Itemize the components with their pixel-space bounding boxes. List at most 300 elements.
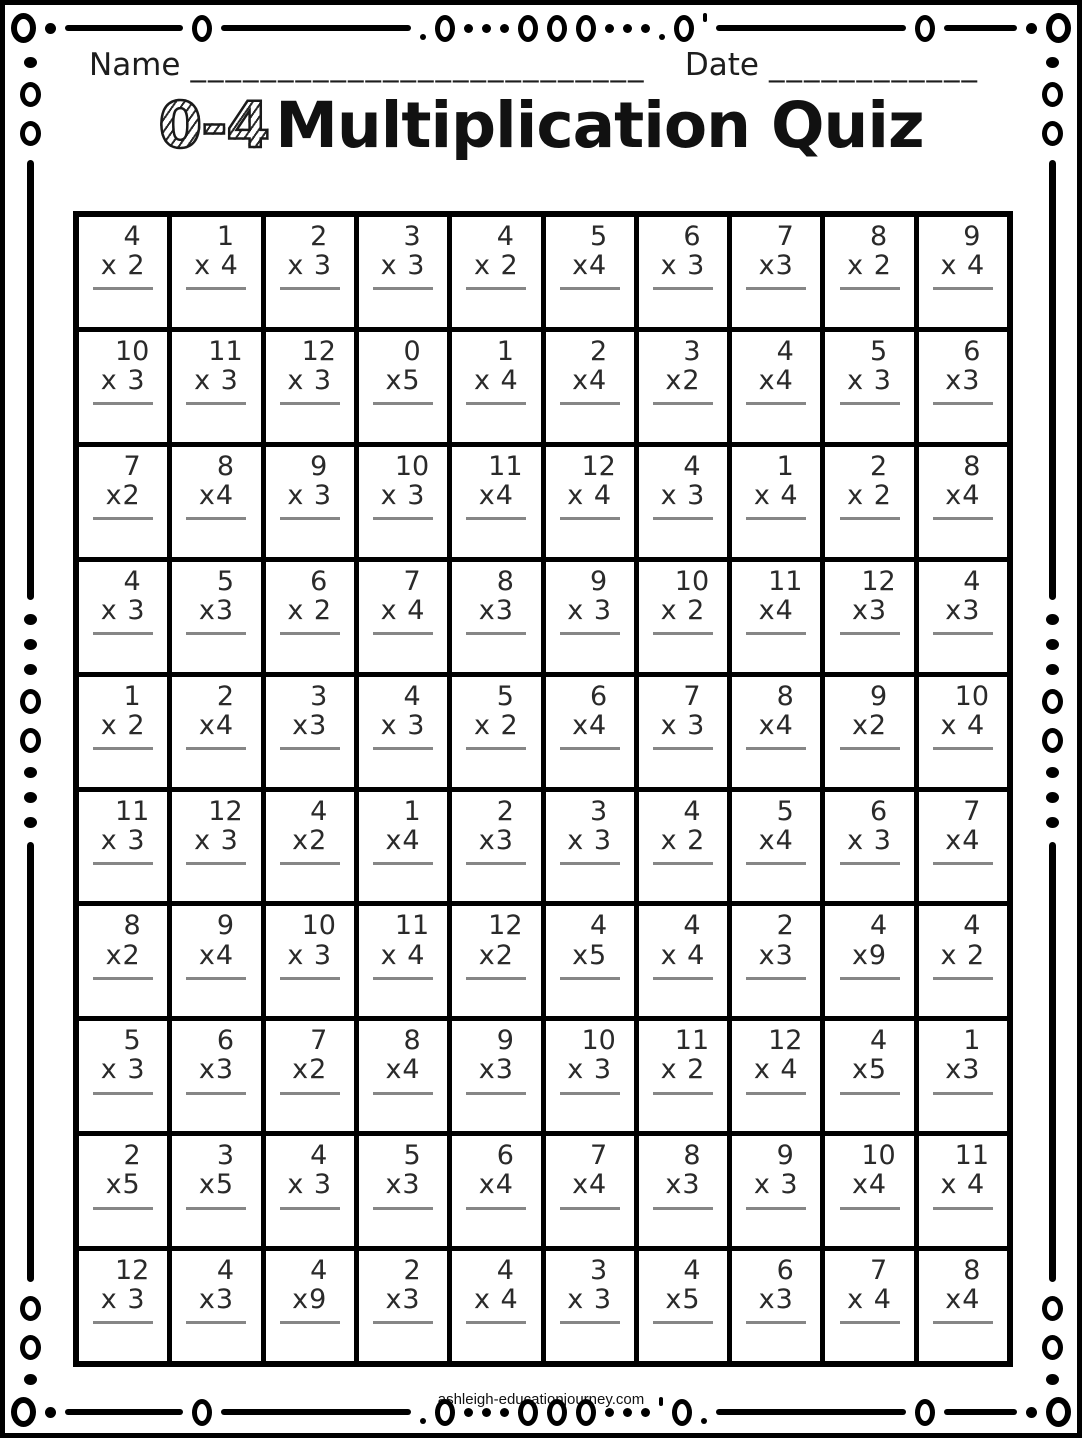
problem-cell bbox=[919, 1136, 1007, 1246]
oval-icon bbox=[192, 1399, 212, 1426]
multiplicand: 7 bbox=[683, 680, 701, 712]
problem-cell bbox=[452, 217, 540, 327]
problem-cell bbox=[546, 332, 634, 442]
multiplier: x3 bbox=[478, 824, 514, 856]
multiplier: x 3 bbox=[287, 365, 333, 397]
multiplicand: 7 bbox=[963, 795, 981, 827]
decorative-border-bottom bbox=[11, 1393, 1071, 1431]
answer-line bbox=[466, 1207, 526, 1210]
problem-cell bbox=[732, 1021, 820, 1131]
multiplier: x 4 bbox=[753, 1054, 799, 1086]
tinydot-icon bbox=[464, 1408, 473, 1417]
problem-cell bbox=[825, 906, 913, 1016]
oval-icon bbox=[435, 15, 455, 42]
decorative-border-left bbox=[15, 57, 45, 1385]
answer-line bbox=[933, 1092, 993, 1095]
multiplicand: 11 bbox=[954, 1140, 990, 1172]
problem-cell bbox=[732, 1251, 820, 1361]
multiplier: x 2 bbox=[100, 250, 146, 282]
problem-cell bbox=[919, 792, 1007, 902]
multiplier: x3 bbox=[758, 250, 794, 282]
vline-icon bbox=[1049, 160, 1056, 600]
multiplier: x 2 bbox=[100, 709, 146, 741]
multiplicand: 4 bbox=[590, 910, 608, 942]
answer-line bbox=[373, 862, 433, 865]
multiplicand: 11 bbox=[114, 795, 150, 827]
answer-line bbox=[840, 862, 900, 865]
problem-cell bbox=[266, 906, 354, 1016]
multiplicand: 10 bbox=[394, 450, 430, 482]
dot-icon bbox=[1046, 639, 1059, 650]
multiplicand: 6 bbox=[963, 335, 981, 367]
multiplier: x9 bbox=[851, 939, 888, 971]
problem-cell bbox=[639, 1021, 727, 1131]
problem-cell bbox=[79, 1021, 167, 1131]
answer-line bbox=[373, 287, 433, 290]
problem-cell bbox=[79, 1136, 167, 1246]
multiplier: x 3 bbox=[847, 824, 892, 856]
answer-line bbox=[560, 1092, 620, 1095]
multiplier: x4 bbox=[572, 709, 608, 741]
multiplicand: 10 bbox=[301, 910, 336, 942]
dot-icon bbox=[1046, 614, 1059, 625]
period-icon bbox=[701, 1418, 707, 1424]
multiplicand: 9 bbox=[776, 1140, 794, 1172]
answer-line bbox=[653, 287, 713, 290]
bigcircle-icon bbox=[11, 13, 36, 43]
answer-line bbox=[280, 1207, 340, 1210]
problem-cell bbox=[919, 1021, 1007, 1131]
multiplier: x 4 bbox=[194, 250, 239, 282]
multiplicand: 5 bbox=[590, 221, 608, 252]
multiplier: x3 bbox=[198, 1054, 235, 1086]
multiplicand: 6 bbox=[310, 565, 328, 597]
answer-line bbox=[560, 1321, 620, 1324]
answer-line bbox=[280, 862, 340, 865]
multiplicand: 12 bbox=[581, 450, 616, 482]
answer-line bbox=[653, 517, 713, 520]
problem-cell bbox=[359, 677, 447, 787]
answer-line bbox=[373, 632, 433, 635]
multiplicand: 4 bbox=[776, 335, 794, 367]
problem-cell bbox=[266, 1251, 354, 1361]
oval-icon bbox=[915, 1399, 935, 1426]
multiplicand: 3 bbox=[590, 795, 608, 827]
answer-line bbox=[746, 1092, 806, 1095]
multiplicand: 5 bbox=[216, 565, 235, 597]
multiplier: x 3 bbox=[660, 709, 706, 741]
answer-line bbox=[933, 632, 993, 635]
answer-line bbox=[560, 747, 620, 750]
multiplicand: 8 bbox=[403, 1025, 421, 1057]
vline-icon bbox=[27, 160, 34, 600]
date-field bbox=[685, 47, 979, 83]
multiplicand: 1 bbox=[123, 680, 141, 712]
answer-line bbox=[93, 747, 153, 750]
multiplicand: 10 bbox=[861, 1140, 896, 1172]
multiplier: x5 bbox=[385, 365, 421, 397]
multiplier: x 3 bbox=[100, 365, 146, 397]
dot-icon bbox=[45, 1407, 56, 1418]
answer-line bbox=[373, 977, 433, 980]
problem-cell bbox=[266, 217, 354, 327]
multiplier: x3 bbox=[198, 1284, 235, 1316]
answer-line bbox=[373, 517, 433, 520]
problem-cell bbox=[359, 1136, 447, 1246]
multiplicand: 9 bbox=[869, 680, 888, 712]
answer-line bbox=[840, 1207, 900, 1210]
dot-icon bbox=[1046, 664, 1059, 675]
multiplicand: 9 bbox=[216, 910, 235, 942]
problem-cell bbox=[172, 1136, 260, 1246]
multiplicand: 3 bbox=[590, 1255, 608, 1287]
problem-cell bbox=[639, 217, 727, 327]
name-field bbox=[89, 47, 645, 83]
problem-cell bbox=[825, 217, 913, 327]
answer-line bbox=[560, 977, 620, 980]
dot-icon bbox=[24, 767, 37, 778]
multiplier: x 2 bbox=[660, 824, 706, 856]
answer-line bbox=[466, 287, 526, 290]
multiplier: x 3 bbox=[287, 479, 333, 511]
multiplicand: 2 bbox=[869, 450, 888, 482]
problem-cell bbox=[919, 332, 1007, 442]
multiplier: x 4 bbox=[660, 939, 706, 971]
multiplier: x 3 bbox=[100, 594, 146, 626]
problem-cell bbox=[825, 447, 913, 557]
multiplicand: 8 bbox=[683, 1140, 701, 1172]
multiplier: x 3 bbox=[380, 250, 426, 282]
multiplicand: 3 bbox=[310, 680, 328, 712]
multiplier: x 3 bbox=[660, 479, 706, 511]
multiplicand: 9 bbox=[310, 450, 328, 482]
answer-line bbox=[933, 517, 993, 520]
multiplier: x 4 bbox=[380, 939, 426, 971]
multiplicand: 3 bbox=[216, 1140, 235, 1172]
multiplier: x 4 bbox=[380, 594, 426, 626]
problem-cell bbox=[546, 1251, 634, 1361]
answer-line bbox=[466, 862, 526, 865]
multiplicand: 5 bbox=[403, 1140, 421, 1172]
answer-line bbox=[933, 287, 993, 290]
answer-line bbox=[933, 1207, 993, 1210]
problem-cell bbox=[546, 1021, 634, 1131]
answer-line bbox=[186, 1207, 246, 1210]
problem-cell bbox=[639, 677, 727, 787]
multiplier: x 2 bbox=[660, 594, 706, 626]
problem-cell bbox=[919, 217, 1007, 327]
multiplier: x3 bbox=[292, 709, 328, 741]
oval-icon bbox=[518, 15, 538, 42]
bigcircle-icon bbox=[1046, 13, 1071, 43]
answer-line bbox=[466, 1321, 526, 1324]
answer-line bbox=[280, 287, 340, 290]
multiplicand: 5 bbox=[776, 795, 794, 827]
problem-cell bbox=[79, 562, 167, 672]
problem-cell bbox=[452, 1021, 540, 1131]
multiplicand: 2 bbox=[216, 680, 235, 712]
multiplier: x3 bbox=[478, 1054, 514, 1086]
multiplicand: 0 bbox=[403, 335, 421, 367]
problem-cell bbox=[732, 447, 820, 557]
multiplier: x2 bbox=[851, 709, 888, 741]
answer-line bbox=[466, 632, 526, 635]
problem-cell bbox=[359, 792, 447, 902]
ring-icon bbox=[20, 1296, 41, 1321]
oval-icon bbox=[547, 15, 567, 42]
answer-line bbox=[93, 1321, 153, 1324]
answer-line bbox=[93, 402, 153, 405]
problem-cell bbox=[79, 447, 167, 557]
problem-cell bbox=[546, 217, 634, 327]
tinydot-icon bbox=[623, 1408, 632, 1417]
multiplicand: 4 bbox=[869, 1025, 888, 1057]
multiplier: x4 bbox=[572, 250, 608, 282]
multiplier: x 3 bbox=[100, 1284, 146, 1316]
multiplicand: 11 bbox=[768, 565, 803, 597]
multiplicand: 11 bbox=[488, 450, 523, 482]
answer-line bbox=[840, 1092, 900, 1095]
oval-icon bbox=[672, 1399, 692, 1426]
oval-icon bbox=[915, 15, 935, 42]
multiplier: x 3 bbox=[567, 594, 613, 626]
answer-line bbox=[186, 632, 246, 635]
multiplicand: 2 bbox=[496, 795, 514, 827]
multiplier: x 2 bbox=[847, 479, 892, 511]
answer-line bbox=[653, 632, 713, 635]
tick-icon bbox=[659, 1397, 663, 1406]
problem-cell bbox=[825, 792, 913, 902]
problem-cell bbox=[732, 332, 820, 442]
problem-cell bbox=[546, 677, 634, 787]
problem-cell bbox=[359, 447, 447, 557]
multiplier: x5 bbox=[572, 939, 608, 971]
problem-cell bbox=[825, 677, 913, 787]
period-icon bbox=[420, 34, 426, 40]
multiplicand: 3 bbox=[683, 335, 701, 367]
answer-line bbox=[373, 1207, 433, 1210]
tinydot-icon bbox=[482, 1408, 491, 1417]
answer-line bbox=[840, 517, 900, 520]
answer-line bbox=[840, 747, 900, 750]
answer-line bbox=[746, 517, 806, 520]
problem-cell bbox=[452, 1251, 540, 1361]
answer-line bbox=[373, 402, 433, 405]
answer-line bbox=[93, 1207, 153, 1210]
dot-icon bbox=[24, 639, 37, 650]
multiplier: x 3 bbox=[194, 824, 239, 856]
multiplier: x 3 bbox=[100, 824, 146, 856]
problem-cell bbox=[359, 332, 447, 442]
dash3-icon bbox=[716, 25, 906, 31]
problem-cell bbox=[919, 562, 1007, 672]
problem-cell bbox=[639, 1251, 727, 1361]
answer-line bbox=[280, 1321, 340, 1324]
multiplicand: 9 bbox=[590, 565, 608, 597]
answer-line bbox=[93, 287, 153, 290]
multiplier: x 3 bbox=[753, 1169, 799, 1201]
multiplier: x4 bbox=[198, 479, 235, 511]
multiplier: x3 bbox=[945, 1054, 981, 1086]
answer-line bbox=[653, 1092, 713, 1095]
multiplier: x4 bbox=[758, 365, 794, 397]
multiplicand: 6 bbox=[590, 680, 608, 712]
dash3-icon bbox=[221, 1409, 411, 1415]
multiplicand: 11 bbox=[208, 335, 243, 367]
multiplicand: 7 bbox=[590, 1140, 608, 1172]
multiplicand: 4 bbox=[683, 1255, 701, 1287]
problem-cell bbox=[172, 1021, 260, 1131]
multiplicand: 8 bbox=[496, 565, 514, 597]
tinydot-icon bbox=[500, 24, 509, 33]
multiplicand: 4 bbox=[310, 1140, 328, 1172]
multiplicand: 8 bbox=[963, 1255, 981, 1287]
multiplicand: 5 bbox=[123, 1025, 141, 1057]
multiplicand: 4 bbox=[123, 565, 141, 597]
multiplier: x3 bbox=[945, 594, 981, 626]
multiplier: x 4 bbox=[473, 365, 519, 397]
multiplier: x 4 bbox=[940, 1169, 986, 1201]
problem-cell bbox=[359, 1021, 447, 1131]
dot-icon bbox=[24, 792, 37, 803]
multiplier: x 3 bbox=[380, 709, 426, 741]
vline-icon bbox=[1049, 842, 1056, 1282]
problem-cell bbox=[79, 677, 167, 787]
problem-cell bbox=[452, 906, 540, 1016]
problem-cell bbox=[266, 562, 354, 672]
multiplier: x 3 bbox=[287, 939, 333, 971]
multiplier: x3 bbox=[758, 939, 794, 971]
problem-cell bbox=[452, 562, 540, 672]
problem-cell bbox=[639, 332, 727, 442]
ring-icon bbox=[1042, 1296, 1063, 1321]
answer-line bbox=[560, 402, 620, 405]
answer-line bbox=[186, 1092, 246, 1095]
dash1-icon bbox=[944, 25, 1017, 31]
bigcircle-icon bbox=[1046, 1397, 1071, 1427]
bigcircle-icon bbox=[11, 1397, 36, 1427]
multiplier: x3 bbox=[478, 594, 514, 626]
multiplicand: 7 bbox=[403, 565, 421, 597]
answer-line bbox=[840, 632, 900, 635]
oval-icon bbox=[576, 1399, 596, 1426]
answer-line bbox=[933, 1321, 993, 1324]
ring-icon bbox=[20, 1335, 41, 1360]
multiplicand: 6 bbox=[496, 1140, 514, 1172]
oval-icon bbox=[674, 15, 694, 42]
ring-icon bbox=[1042, 1335, 1063, 1360]
problem-cell bbox=[452, 677, 540, 787]
multiplier: x 3 bbox=[567, 1284, 613, 1316]
multiplier: x3 bbox=[758, 1284, 794, 1316]
dot-icon bbox=[24, 614, 37, 625]
multiplier: x2 bbox=[292, 824, 328, 856]
oval-icon bbox=[518, 1399, 538, 1426]
dash1-icon bbox=[944, 1409, 1017, 1415]
name-label: Name bbox=[89, 47, 181, 83]
multiplier: x4 bbox=[385, 824, 421, 856]
problem-cell bbox=[172, 447, 260, 557]
multiplier: x 3 bbox=[660, 250, 706, 282]
answer-line bbox=[93, 632, 153, 635]
dot-icon bbox=[1046, 1374, 1059, 1385]
answer-line bbox=[933, 862, 993, 865]
problem-cell bbox=[266, 1136, 354, 1246]
multiplicand: 7 bbox=[869, 1255, 888, 1287]
problem-cell bbox=[639, 1136, 727, 1246]
dot-icon bbox=[24, 57, 37, 68]
answer-line bbox=[560, 1207, 620, 1210]
answer-line bbox=[93, 517, 153, 520]
multiplier: x2 bbox=[478, 939, 514, 971]
multiplicand: 12 bbox=[208, 795, 243, 827]
problem-cell bbox=[452, 447, 540, 557]
problem-cell bbox=[825, 332, 913, 442]
problem-cell bbox=[172, 562, 260, 672]
multiplier: x 4 bbox=[567, 479, 613, 511]
dot-icon bbox=[24, 1374, 37, 1385]
multiplier: x4 bbox=[758, 709, 794, 741]
multiplier: x3 bbox=[385, 1169, 421, 1201]
dot-icon bbox=[24, 664, 37, 675]
answer-line bbox=[93, 1092, 153, 1095]
name-blank-line: __________________________ bbox=[190, 47, 646, 83]
multiplier: x4 bbox=[385, 1054, 421, 1086]
problem-cell bbox=[825, 1251, 913, 1361]
problem-cell bbox=[546, 447, 634, 557]
answer-line bbox=[560, 287, 620, 290]
problem-cell bbox=[266, 792, 354, 902]
answer-line bbox=[93, 862, 153, 865]
answer-line bbox=[93, 977, 153, 980]
answer-line bbox=[186, 517, 246, 520]
problem-cell bbox=[359, 1251, 447, 1361]
answer-line bbox=[746, 862, 806, 865]
multiplicand: 4 bbox=[683, 795, 701, 827]
problem-cell bbox=[172, 677, 260, 787]
multiplicand: 10 bbox=[581, 1025, 616, 1057]
multiplicand: 10 bbox=[954, 680, 990, 712]
multiplicand: 1 bbox=[496, 335, 514, 367]
multiplier: x2 bbox=[105, 479, 141, 511]
answer-line bbox=[560, 862, 620, 865]
answer-line bbox=[280, 632, 340, 635]
problem-cell bbox=[732, 562, 820, 672]
multiplicand: 9 bbox=[963, 221, 981, 252]
multiplicand: 6 bbox=[216, 1025, 235, 1057]
answer-line bbox=[653, 402, 713, 405]
multiplicand: 4 bbox=[869, 910, 888, 942]
multiplicand: 6 bbox=[683, 221, 701, 252]
problem-cell bbox=[639, 906, 727, 1016]
problem-cell bbox=[919, 677, 1007, 787]
problem-cell bbox=[732, 217, 820, 327]
problem-cell bbox=[546, 1136, 634, 1246]
problem-cell bbox=[359, 217, 447, 327]
problem-cell bbox=[919, 447, 1007, 557]
answer-line bbox=[560, 517, 620, 520]
dash2-icon bbox=[65, 1409, 183, 1415]
multiplier: x 3 bbox=[100, 1054, 146, 1086]
multiplicand: 2 bbox=[310, 221, 328, 252]
multiplicand: 1 bbox=[963, 1025, 981, 1057]
problem-cell bbox=[359, 906, 447, 1016]
multiplier: x9 bbox=[292, 1284, 328, 1316]
multiplicand: 4 bbox=[683, 910, 701, 942]
tinydot-icon bbox=[641, 24, 650, 33]
problem-cell bbox=[546, 792, 634, 902]
problem-cell bbox=[79, 906, 167, 1016]
